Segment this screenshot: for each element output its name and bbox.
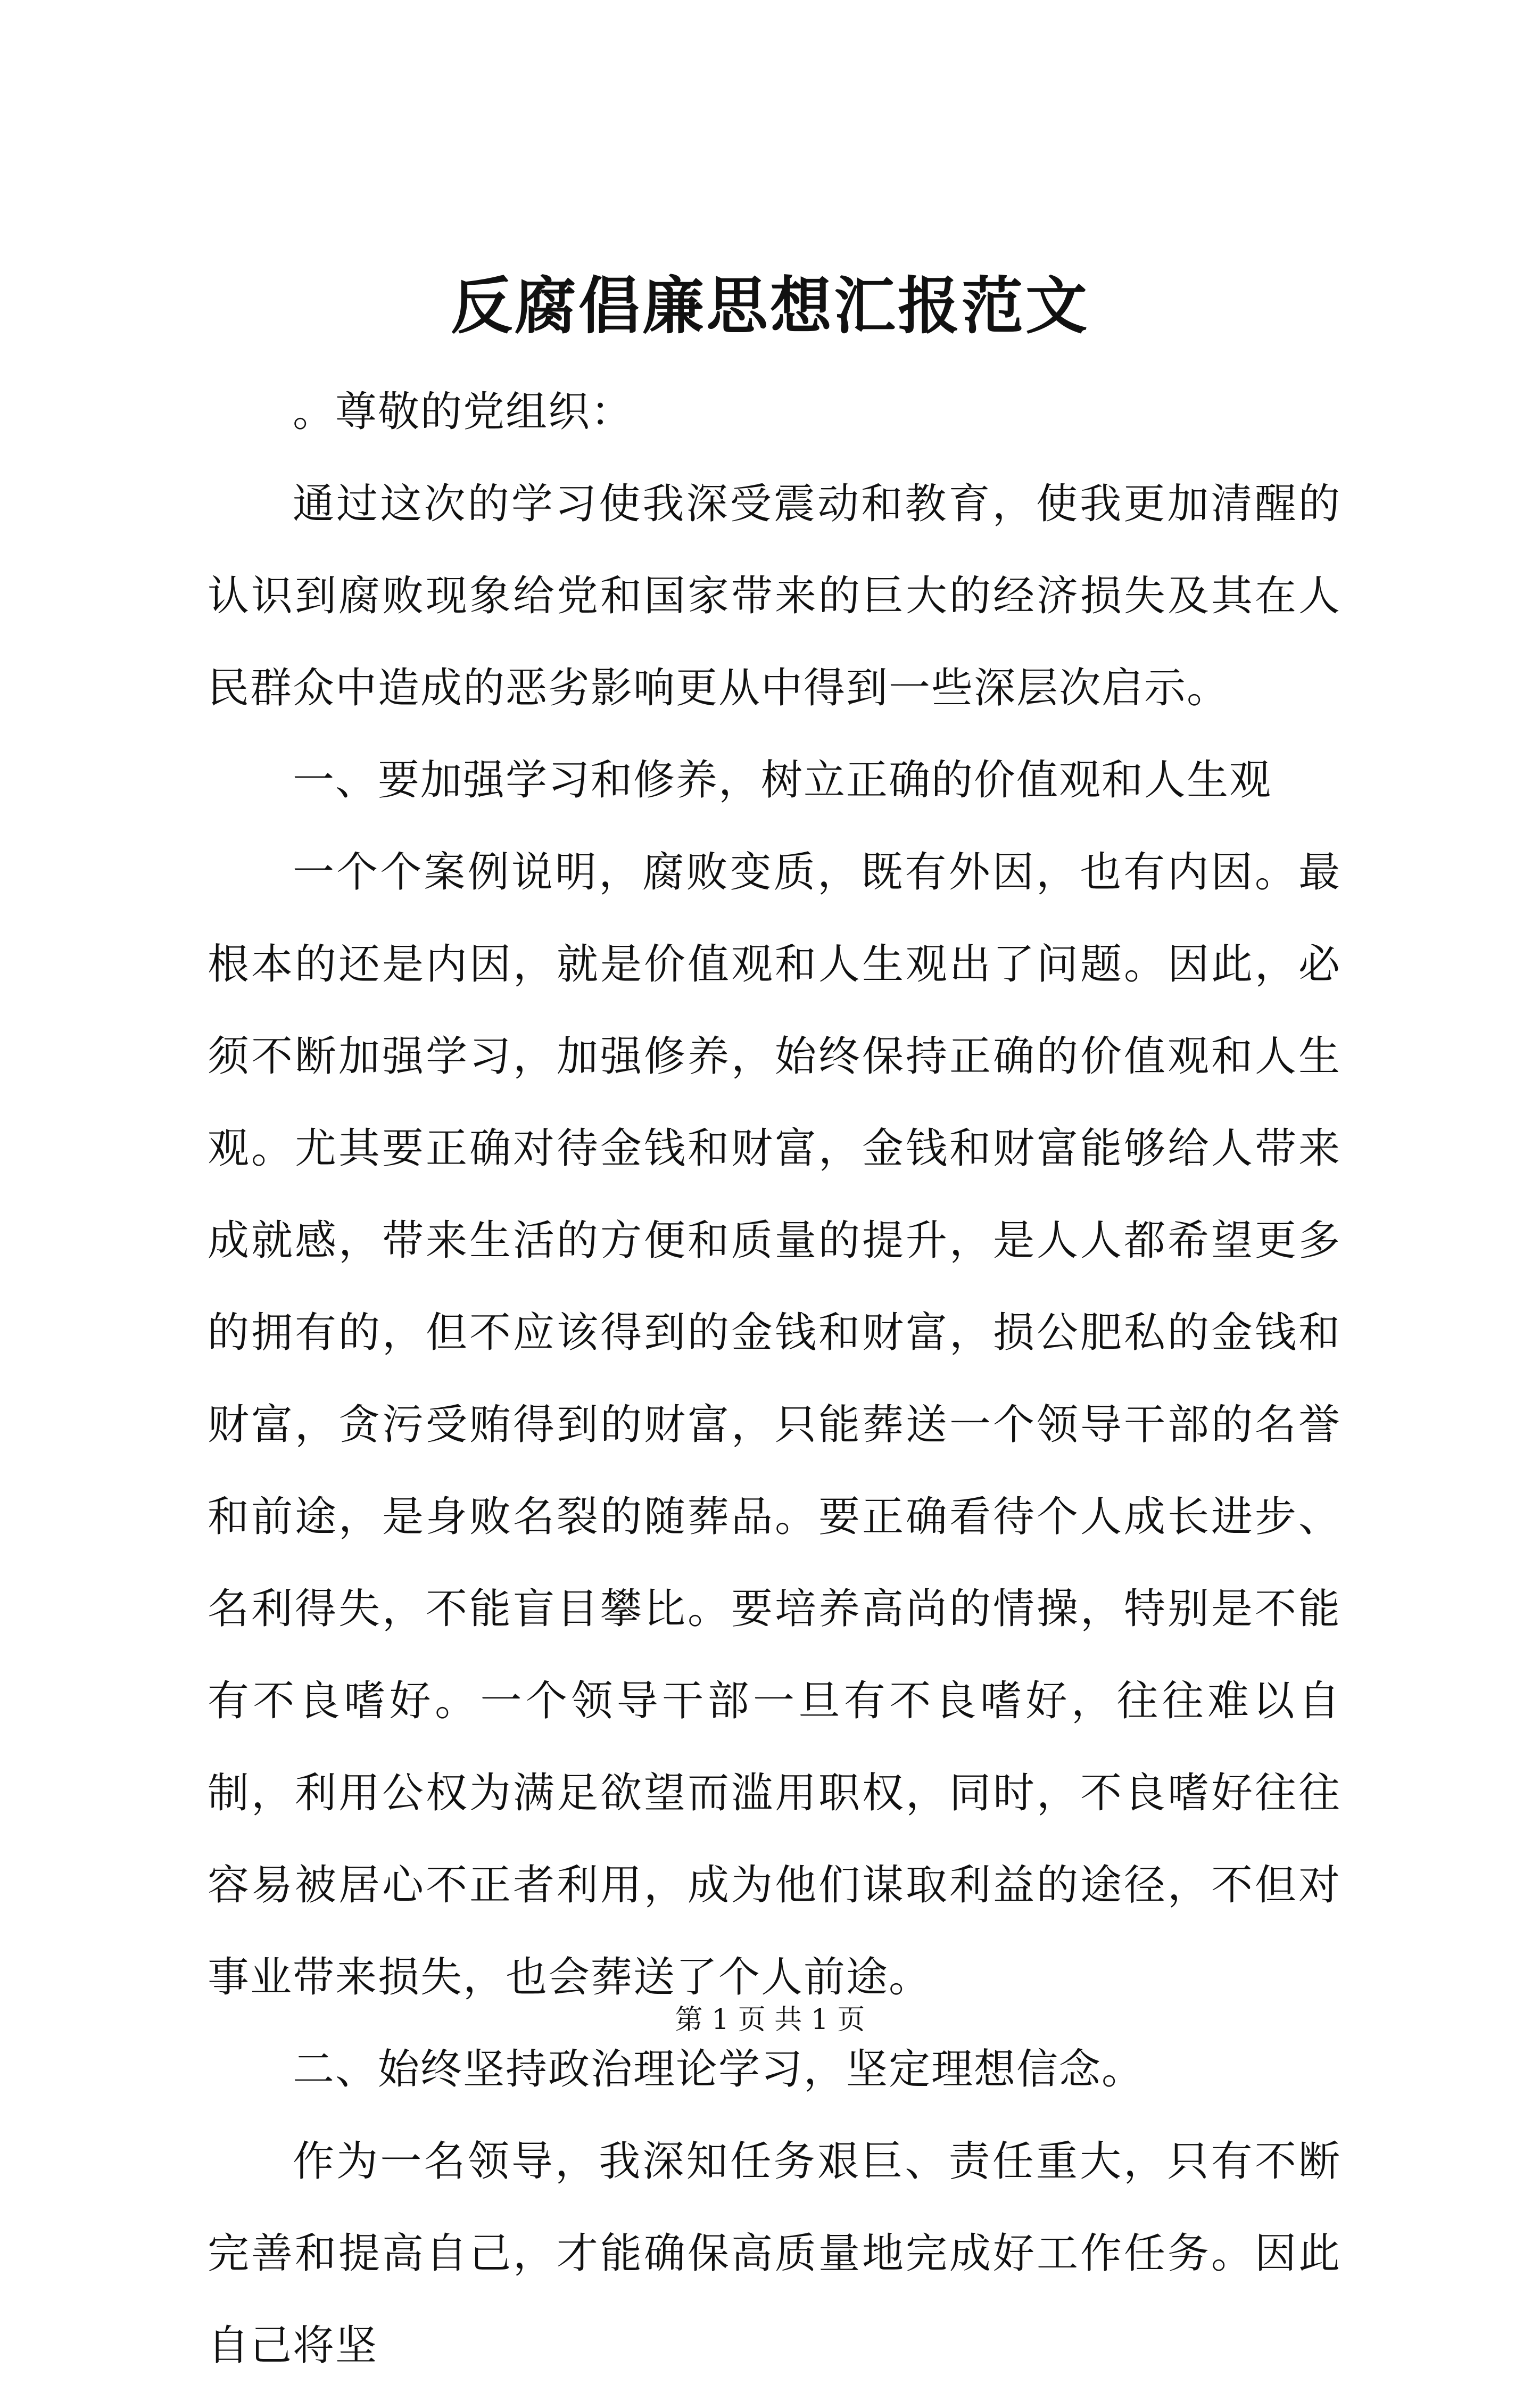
- section-heading-2: 二、始终坚持政治理论学习，坚定理想信念。: [293, 2045, 1145, 2093]
- document-body: [208, 366, 1341, 2392]
- paragraph-section-2: 作为一名领导，我深知任务艰巨、责任重大，只有不断完善和提高自己，才能确保高质量地完成好工作任务。因此自己将坚: [208, 2138, 1341, 2370]
- page-footer: 第 1 页 共 1 页: [675, 2004, 865, 2036]
- salutation: 。尊敬的党组织：: [293, 388, 634, 436]
- paragraph-intro: 通过这次的学习使我深受震动和教育，使我更加清醒的认识到腐败现象给党和国家带来的巨大的经济损失及其在人民群众中造成的恶劣影响更从中得到一些深层次启示。: [208, 480, 1341, 712]
- paragraph-section-1: 一个个案例说明，腐败变质，既有外因，也有内因。最根本的还是内因，就是价值观和人生观出了问题。因此，必须不断加强学习，加强修养，始终保持正确的价值观和人生观。尤其要正确对待金钱和财富，金钱和财富能够给人带来成就感，带来生活的方便和质量的提升，是人人都希望更多的拥有的，但不应该得到的金钱和财富，损公肥私的金钱和财富，贪污受贿得到的财富，只能葬送一个领导干部的名誉和前途，是身败名裂的随葬品。要正确看待个人成长进步、名利得失，不能盲目攀比。要培养高尚的情操，特别是不能有不良嗜好。一个领导干部一旦有不良嗜好，往往难以自制，利用公权为满足欲望而滥用职权，同时，不良嗜好往往容易被居心不正者利用，成为他们谋取利益的途径，不但对事业带来损失，也会葬送了个人前途。: [208, 848, 1341, 2001]
- section-heading-1: 一、要加强学习和修养，树立正确的价值观和人生观: [293, 756, 1272, 804]
- document-title: 反腐倡廉思想汇报范文: [451, 270, 1089, 342]
